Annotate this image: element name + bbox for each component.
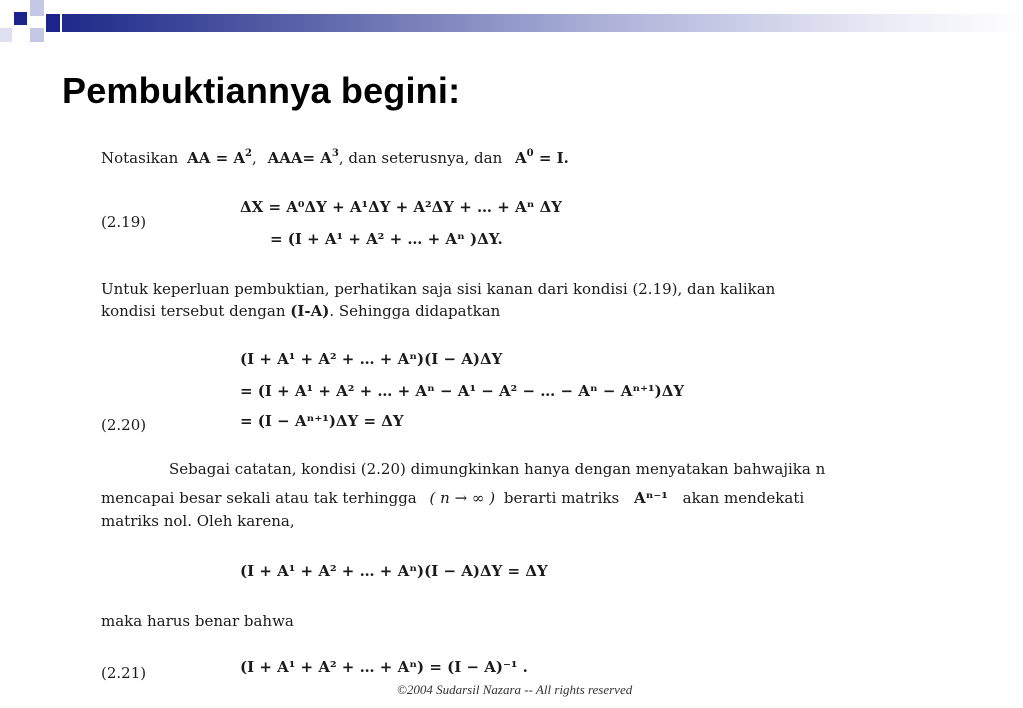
- equation-2-20-line-3: = (I − Aⁿ⁺¹)ΔY = ΔY: [240, 412, 404, 430]
- notation-aa: [187, 149, 252, 167]
- paragraph-1-line-2: [101, 304, 500, 319]
- paragraph-2-text-e: akan mendekati: [682, 489, 805, 507]
- paragraph-1-text-c: . Sehingga didapatkan: [329, 302, 501, 320]
- copyright-footer: ©2004 Sudarsil Nazara -- All rights reserved: [397, 682, 633, 697]
- notation-aa-text: AA = A: [187, 149, 246, 167]
- equation-number-2-21: (2.21): [101, 664, 147, 682]
- notation-a0-exp: 0: [526, 148, 534, 159]
- equation-2-21: (I + A¹ + A² + … + Aⁿ) = (I − A)⁻¹ .: [240, 658, 528, 676]
- slide-title: Pembuktiannya begini:: [62, 70, 461, 111]
- notation-a0-text: A: [515, 149, 527, 167]
- paragraph-1-line-1: Untuk keperluan pembuktian, perhatikan saja sisi kanan dari kondisi (2.19), dan kalikan: [101, 280, 776, 298]
- paragraph-2-text-a: mencapai besar sekali atau tak terhingga: [101, 489, 417, 507]
- paragraph-2-text-c: berarti matriks: [503, 489, 620, 507]
- equation-2-20-line-1: (I + A¹ + A² + … + Aⁿ)(I − A)ΔY: [240, 350, 503, 368]
- paragraph-2-limit: ( n → ∞ ): [429, 489, 496, 507]
- equation-2-19-line-1: ΔX = A⁰ΔY + A¹ΔY + A²ΔY + … + Aⁿ ΔY: [240, 198, 562, 216]
- notation-mid: , dan seterusnya, dan: [338, 149, 503, 167]
- paragraph-1-matrix: (I-A): [290, 302, 330, 320]
- paragraph-1-text-a: kondisi tersebut dengan: [101, 302, 286, 320]
- paragraph-2-line-2: [101, 491, 804, 506]
- equation-number-2-19: (2.19): [101, 213, 147, 231]
- notation-aaa: [268, 149, 339, 167]
- notation-aaa-exp: 3: [331, 148, 339, 159]
- paragraph-2-line-3: matriks nol. Oleh karena,: [101, 512, 295, 530]
- paragraph-3: maka harus benar bahwa: [101, 612, 294, 630]
- equation-2-19-line-2: = (I + A¹ + A² + … + Aⁿ )ΔY.: [270, 230, 503, 248]
- notation-line: [101, 148, 569, 167]
- notation-identity: = I.: [538, 149, 569, 167]
- equation-number-2-20: (2.20): [101, 416, 147, 434]
- paragraph-2-matrix: Aⁿ⁻¹: [633, 489, 668, 507]
- equation-intermediate: (I + A¹ + A² + … + Aⁿ)(I − A)ΔY = ΔY: [240, 562, 548, 580]
- notation-aa-exp: 2: [245, 148, 253, 159]
- notation-sep: ,: [252, 149, 257, 167]
- notation-a0: [515, 149, 569, 167]
- notation-prefix: Notasikan: [101, 149, 179, 167]
- paragraph-2-line-1: Sebagai catatan, kondisi (2.20) dimungkinkan hanya dengan menyatakan bahwajika n: [169, 460, 826, 478]
- equation-2-20-line-2: = (I + A¹ + A² + … + Aⁿ − A¹ − A² − … − Aⁿ − Aⁿ⁺¹)ΔY: [240, 382, 685, 400]
- notation-aaa-text: AAA= A: [267, 149, 332, 167]
